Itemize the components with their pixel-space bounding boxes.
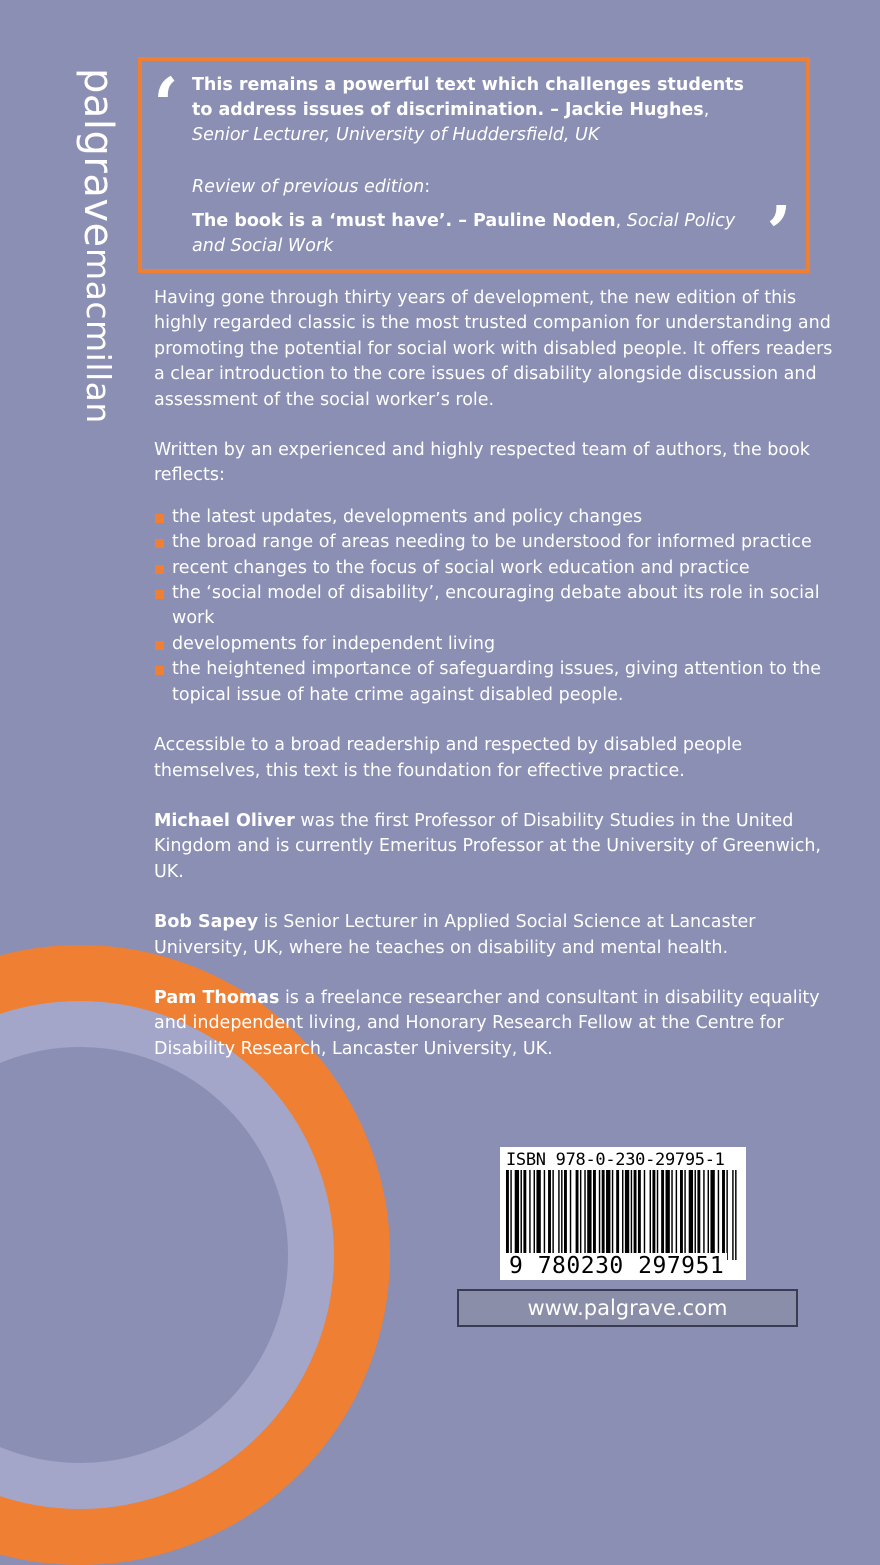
author-bio-text: is a freelance researcher and consultant in disability equality and independent living, and Honorary Research Fellow at the Centre for Disability Research, Lancaster University, UK. [154, 987, 820, 1059]
feature-text: the broad range of areas needing to be understood for informed practice [172, 532, 812, 553]
author-name: Michael Oliver [154, 810, 295, 831]
bullet-icon [155, 590, 164, 599]
quote-2-text: The book is a ‘must have’. – Pauline Noden [192, 211, 616, 231]
logo-line-palgrave: palgrave [75, 68, 121, 248]
author-bio-text: was the first Professor of Disability Studies in the United Kingdom and is currently Emeritus Professor at the University of Greenwich, UK. [154, 810, 821, 882]
bullet-icon [155, 666, 164, 675]
description-paragraph-3: Accessible to a broad readership and respected by disabled people themselves, this text is the foundation for effective practice. [154, 735, 743, 781]
quote-2-separator: , [615, 211, 627, 231]
review-quote-1 [192, 73, 764, 148]
book-description [154, 286, 834, 1062]
publisher-logo [44, 68, 121, 424]
quote-1-separator: , [703, 100, 710, 120]
features-list [154, 505, 834, 708]
author-name: Pam Thomas [154, 987, 280, 1008]
review-quote-2 [192, 209, 764, 259]
bullet-icon [155, 539, 164, 548]
publisher-website[interactable]: www.palgrave.com [457, 1289, 798, 1327]
feature-item [154, 657, 834, 708]
close-quote-icon: ’ [766, 191, 792, 277]
author-bio-sapey [154, 910, 834, 961]
review-quote-box [138, 57, 810, 277]
open-quote-icon: ‘ [153, 63, 179, 149]
author-name: Bob Sapey [154, 912, 259, 933]
barcode-bars [506, 1170, 738, 1260]
feature-item [154, 530, 834, 555]
feature-item [154, 632, 834, 657]
isbn-barcode [500, 1147, 746, 1280]
logo-line-macmillan: macmillan [79, 247, 118, 424]
author-bio-thomas [154, 986, 834, 1062]
previous-edition-label-colon: : [424, 177, 431, 197]
feature-item [154, 505, 834, 530]
description-paragraph-1: Having gone through thirty years of development, the new edition of this highly regarded classic is the most trusted companion for understanding and promoting the potential for social work with disabled people. It offers readers a clear introduction to the core issues of disability alongside discussion and assessment of the social worker’s role. [154, 288, 833, 410]
quote-2-source: Social Policy and Social Work [192, 211, 736, 256]
feature-item [154, 581, 834, 632]
author-bio-oliver [154, 809, 834, 885]
isbn-number: ISBN 978-0-230-29795-1 [506, 1150, 725, 1170]
previous-edition-label [192, 175, 764, 200]
author-bio-text: is Senior Lecturer in Applied Social Science at Lancaster University, UK, where he teaches on disability and mental health. [154, 912, 756, 958]
quote-1-source: Senior Lecturer, University of Huddersfield, UK [192, 125, 600, 145]
feature-item [154, 556, 834, 581]
bullet-icon [155, 565, 164, 574]
feature-text: developments for independent living [172, 633, 496, 654]
feature-text: the heightened importance of safeguarding issues, giving attention to the topical issue of hate crime against disabled people. [172, 659, 822, 705]
description-paragraph-2: Written by an experienced and highly respected team of authors, the book reflects: [154, 440, 810, 486]
previous-edition-label-text: Review of previous edition [192, 177, 425, 197]
feature-text: recent changes to the focus of social work education and practice [172, 557, 750, 578]
bullet-icon [155, 641, 164, 650]
quote-1-text: This remains a powerful text which challenges students to address issues of discrimination. – Jackie Hughes [192, 75, 744, 120]
feature-text: the latest updates, developments and policy changes [172, 506, 643, 527]
feature-text: the ‘social model of disability’, encouraging debate about its role in social work [172, 583, 820, 629]
bullet-icon [155, 514, 164, 523]
ean-number: 9 780230 297951 [506, 1253, 727, 1279]
